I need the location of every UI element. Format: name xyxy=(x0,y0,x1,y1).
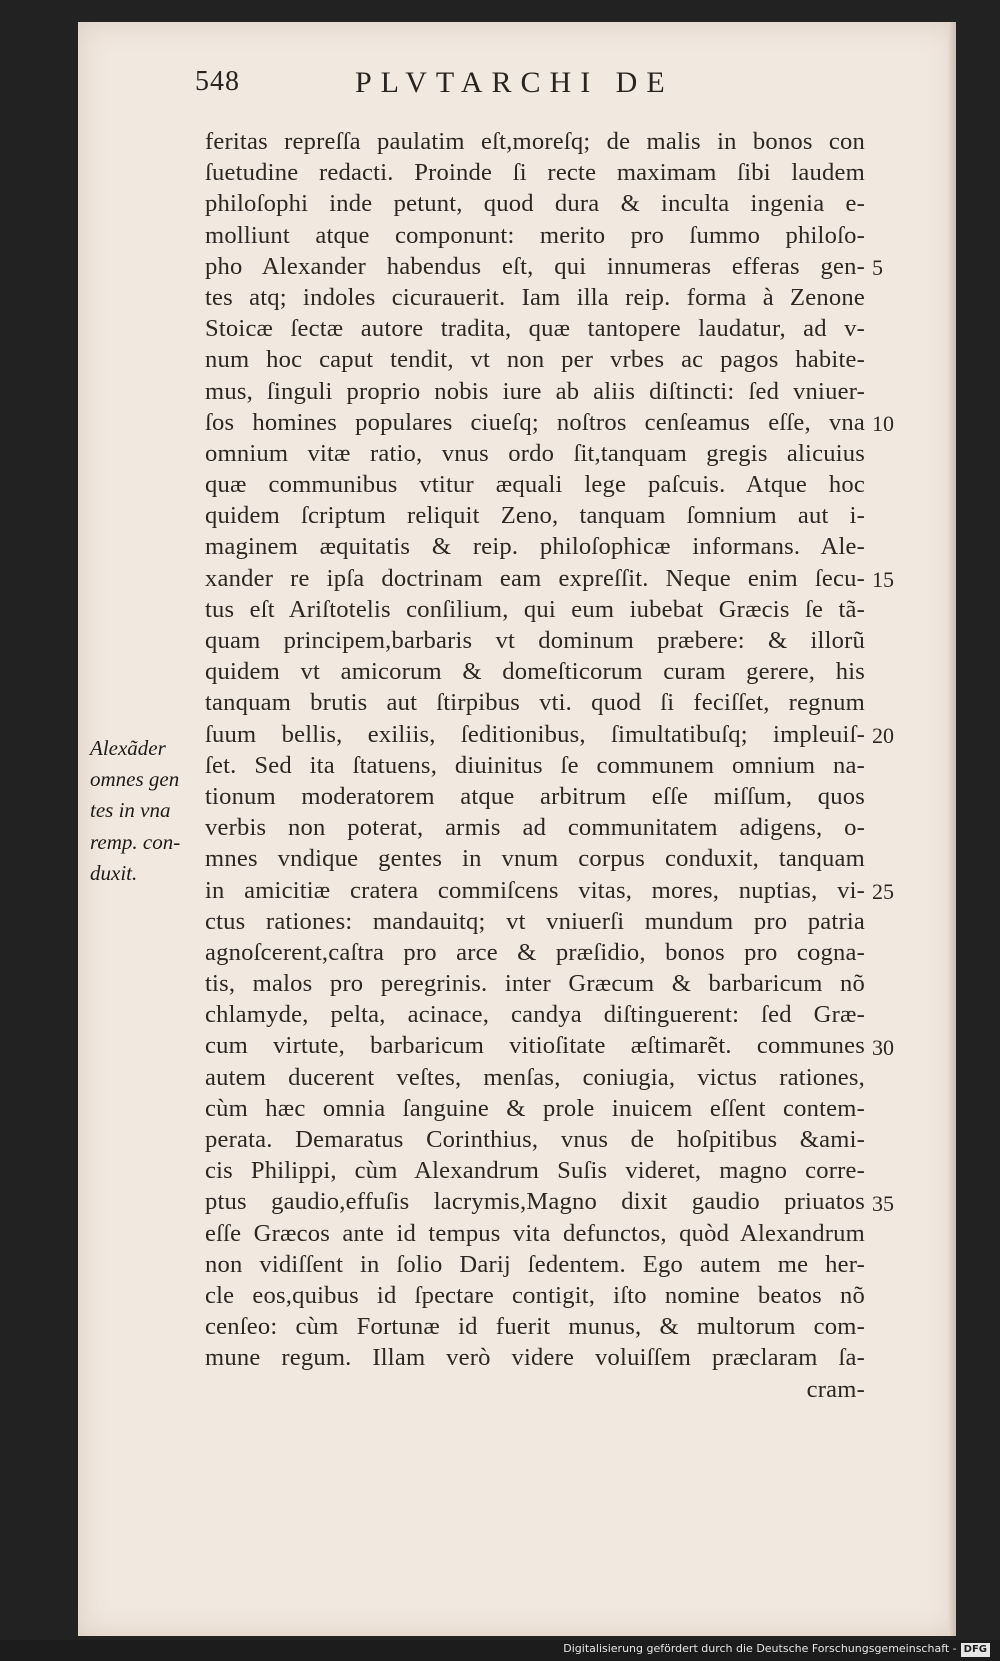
text-line: agnoſcerent,caſtra pro arce & præſidio, bonos pro cogna- xyxy=(205,938,865,966)
text-line: mune regum. Illam verò videre voluiſſem præclaram ſa- xyxy=(205,1344,865,1372)
dfg-logo: DFG xyxy=(961,1643,990,1657)
text-line: cum virtute, barbaricum vitioſitate æſtimarẽt. communes xyxy=(205,1032,865,1060)
text-line: pho Alexander habendus eſt, qui innumeras efferas gen- xyxy=(205,252,865,280)
line-number: 20 xyxy=(872,722,894,748)
text-line: mus, ſinguli proprio nobis iure ab aliis diſtincti: ſed vniuer- xyxy=(205,377,865,405)
margin-note-line: remp. con- xyxy=(90,829,181,854)
text-line: mnes vndique gentes in vnum corpus conduxit, tanquam xyxy=(205,845,865,873)
text-line: philoſophi inde petunt, quod dura & inculta ingenia e- xyxy=(205,190,865,218)
text-line: cenſeo: cùm Fortunæ id fuerit munus, & multorum com- xyxy=(205,1313,865,1341)
text-line: quidem vt amicorum & domeſticorum curam gerere, his xyxy=(205,658,865,686)
running-title: PLVTARCHI DE xyxy=(355,66,674,99)
text-line: chlamyde, pelta, acinace, candya diſtinguerent: ſed Græ- xyxy=(205,1001,865,1029)
text-line: tus eſt Ariſtotelis conſilium, qui eum iubebat Græcis ſe tã- xyxy=(205,595,865,623)
margin-note-line: Alexãder xyxy=(90,736,166,760)
text-line: ſet. Sed ita ſtatuens, diuinitus ſe communem omnium na- xyxy=(205,751,865,779)
margin-note xyxy=(90,733,202,889)
text-line: num hoc caput tendit, vt non per vrbes ac pagos habite- xyxy=(205,346,865,374)
text-line: non vidiſſent in ſolio Darij ſedentem. Ego autem me her- xyxy=(205,1250,865,1278)
running-head xyxy=(195,66,835,112)
text-line: cis Philippi, cùm Alexandrum Suſis videret, magno corre- xyxy=(205,1157,865,1185)
text-line: eſſe Græcos ante id tempus vita defunctos, quòd Alexandrum xyxy=(205,1219,865,1247)
text-line: ſuum bellis, exiliis, ſeditionibus, ſimultatibuſq; impleuiſ- xyxy=(205,720,865,748)
margin-note-line: tes in vna xyxy=(90,798,171,823)
text-line: tionum moderatorem atque arbitrum eſſe miſſum, quos xyxy=(205,782,865,810)
text-line: cùm hæc omnia ſanguine & prole inuicem eſſent contem- xyxy=(205,1094,865,1122)
text-line: autem ducerent veſtes, menſas, coniugia, victus rationes, xyxy=(205,1063,865,1091)
line-number: 15 xyxy=(872,566,894,592)
text-line: cle eos,quibus id ſpectare contigit, iſto nomine beatos nõ xyxy=(205,1281,865,1309)
text-line: tanquam brutis aut ſtirpibus vti. quod ſi feciſſet, regnum xyxy=(205,689,865,717)
text-line: feritas repreſſa paulatim eſt,moreſq; de malis in bonos con xyxy=(205,128,865,155)
page-number: 548 xyxy=(195,66,240,97)
line-number: 10 xyxy=(872,410,894,436)
text-line: quæ communibus vtitur æquali lege paſcuis. Atque hoc xyxy=(205,471,865,499)
text-line: ſos homines populares ciueſq; noſtros cenſeamus eſſe, vna xyxy=(205,408,865,436)
text-line: maginem æquitatis & reip. philoſophicæ informans. Ale- xyxy=(205,533,865,561)
text-line: xander re ipſa doctrinam eam expreſſit. Neque enim ſecu- xyxy=(205,564,865,592)
line-number: 25 xyxy=(872,878,894,904)
line-number: 30 xyxy=(872,1034,894,1060)
body-text xyxy=(205,126,865,1405)
text-line: ctus rationes: mandauitq; vt vniuerſi mundum pro patria xyxy=(205,907,865,935)
page-edge xyxy=(948,22,956,1636)
text-line: quidem ſcriptum reliquit Zeno, tanquam ſomnium aut i- xyxy=(205,502,865,530)
footer-credit xyxy=(563,1640,990,1658)
line-number: 5 xyxy=(872,254,883,280)
text-line: perata. Demaratus Corinthius, vnus de hoſpitibus &ami- xyxy=(205,1126,865,1153)
text-line: tes atq; indoles cicurauerit. Iam illa reip. forma à Zenone xyxy=(205,283,865,311)
text-line: in amicitiæ cratera commiſcens vitas, mores, nuptias, vi- xyxy=(205,876,865,904)
text-line: Stoicæ ſectæ autore tradita, quæ tantopere laudatur, ad v- xyxy=(205,315,865,343)
line-number: 35 xyxy=(872,1190,894,1216)
catchword: cram- xyxy=(806,1375,865,1403)
footer-credit-text: Digitalisierung gefördert durch die Deutsche Forschungsgemeinschaft - xyxy=(563,1642,957,1655)
text-line: molliunt atque componunt: merito pro ſummo philoſo- xyxy=(205,221,865,249)
text-line: tis, malos pro peregrinis. inter Græcum & barbaricum nõ xyxy=(205,970,865,998)
text-line: omnium vitæ ratio, vnus ordo ſit,tanquam gregis alicuius xyxy=(205,439,865,467)
text-line: verbis non poterat, armis ad communitatem adigens, o- xyxy=(205,814,865,842)
margin-note-line: omnes gen xyxy=(90,767,180,792)
text-line: quam principem,barbaris vt dominum præbere: & illorũ xyxy=(205,627,865,654)
text-line: ptus gaudio,effuſis lacrymis,Magno dixit gaudio priuatos xyxy=(205,1188,865,1216)
text-line: ſuetudine redacti. Proinde ſi recte maximam ſibi laudem xyxy=(205,159,865,187)
margin-note-line: duxit. xyxy=(90,860,138,885)
